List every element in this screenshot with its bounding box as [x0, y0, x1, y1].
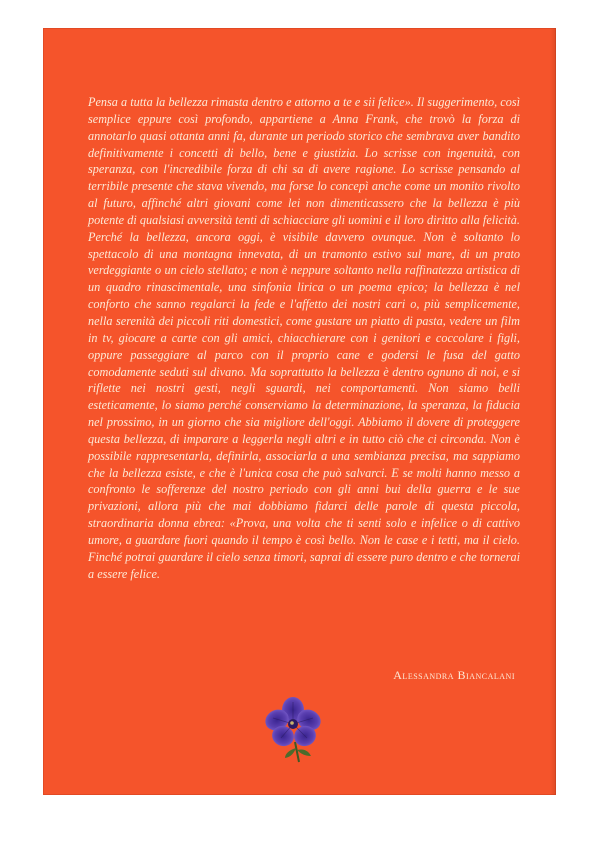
author-name: Alessandra Biancalani — [393, 668, 515, 682]
back-cover — [43, 28, 556, 795]
violet-flower-icon — [255, 690, 331, 766]
flower-illustration — [255, 690, 331, 766]
blurb-text: Pensa a tutta la bellezza rimasta dentro e attorno a te e sii felice». Il suggerimento, così semplice eppure così profondo, appartiene a Anna Frank, che trovò la forza di annotarlo quasi ottanta anni fa, durante un periodo storico che sembrava aver bandito definitivamente i concetti di bello, bene e giustizia. Lo scrisse con ingenuità, con speranza, con l'incredibile forza di chi sa di avere ragione. Lo scrisse pensando al terribile presente che stava vivendo, ma forse lo concepì anche come un monito rivolto al futuro, affinché altri giovani come lei non dimenticassero che la bellezza è più potente di qualsiasi avversità tenti di schiacciare gli uomini e il loro diritto alla felicità. Perché la bellezza, ancora oggi, è visibile davvero ovunque. Non è soltanto lo spettacolo di una montagna innevata, di un tramonto estivo sul mare, di un prato verdeggiante o un cielo stellato; e non è neppure soltanto nella raffinatezza artistica di un quadro rinascimentale, una sinfonia lirica o un poema epico; la bellezza è nel conforto che sanno regalarci la fede e l'affetto dei nostri cari o, più semplicemente, nella serenità dei piccoli riti domestici, come gustare un piatto di pasta, vedere un film in tv, giocare a carte con gli amici, chiacchierare con i genitori e coccolare i figli, oppure passeggiare al parco con il proprio cane e godersi le fusa del gatto comodamente seduti sul divano. Ma soprattutto la bellezza è dentro ognuno di noi, e si riflette nei nostri gesti, negli sguardi, nei comportamenti. Non siamo belli esteticamente, lo siamo perché conserviamo la determinazione, la speranza, la fiducia nel prossimo, in un giorno che sia migliore dell'oggi. Abbiamo il dovere di proteggere questa bellezza, di imparare a leggerla negli altri e in tutto ciò che ci circonda. Non è possibile rappresentarla, definirla, associarla a una sembianza precisa, ma sappiamo che la bellezza esiste, e che è l'unica cosa che può salvarci. E se molti hanno messo a confronto le sofferenze del nostro periodo con gli anni bui della guerra e le sue privazioni, allora più che mai dobbiamo fidarci delle parole di questa piccola, straordinaria donna ebrea: «Prova, una volta che ti senti solo e infelice o di cattivo umore, a guardare fuori quando il tempo è così bello. Non le case e i tetti, ma il cielo. Finché potrai guardare il cielo senza timori, saprai di essere puro dentro e che tornerai a essere felice. — [88, 95, 520, 581]
